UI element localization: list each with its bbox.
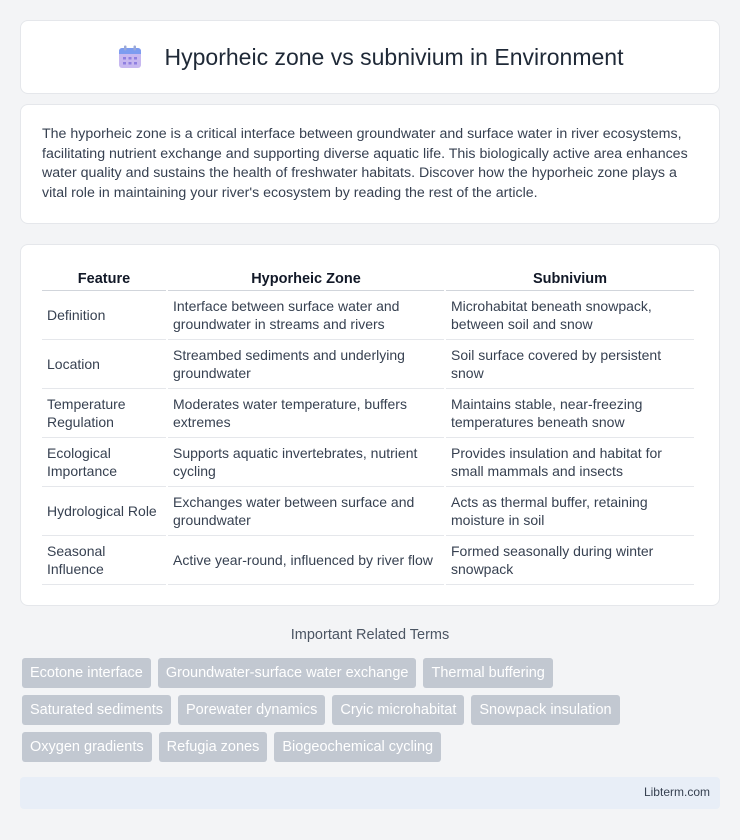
intro-card: [20, 104, 720, 224]
comparison-table: [40, 265, 696, 585]
tag-row: [22, 658, 722, 688]
table-cell: Moderates water temperature, buffers extremes: [168, 389, 444, 438]
table-cell: Formed seasonally during winter snowpack: [446, 536, 694, 585]
table-row: [42, 389, 694, 438]
table-row: [42, 291, 694, 340]
page-title: Hyporheic zone vs subnivium in Environment: [164, 43, 624, 70]
table-cell: Exchanges water between surface and groundwater: [168, 487, 444, 536]
table-cell: Supports aquatic invertebrates, nutrient cycling: [168, 438, 444, 487]
term-tag[interactable]: Ecotone interface: [22, 658, 151, 688]
table-cell: Provides insulation and habitat for small mammals and insects: [446, 438, 694, 487]
table-cell: Microhabitat beneath snowpack, between soil and snow: [446, 291, 694, 340]
table-cell: Active year-round, influenced by river flow: [168, 536, 444, 585]
title-card: [20, 20, 720, 94]
footer: [20, 777, 720, 809]
column-header: Hyporheic Zone: [168, 265, 444, 291]
term-tag[interactable]: Porewater dynamics: [178, 695, 325, 725]
table-cell: Temperature Regulation: [42, 389, 166, 438]
term-tag[interactable]: Saturated sediments: [22, 695, 171, 725]
table-cell: Soil surface covered by persistent snow: [446, 340, 694, 389]
related-terms-list: [22, 658, 722, 769]
term-tag[interactable]: Refugia zones: [159, 732, 268, 762]
table-cell: Seasonal Influence: [42, 536, 166, 585]
term-tag[interactable]: Thermal buffering: [423, 658, 552, 688]
intro-paragraph: The hyporheic zone is a critical interface between groundwater and surface water in river ecosystems, facilitating nutrient exchange and supporting diverse aquatic life. This biologically active area enhances water quality and sustains the health of freshwater habitats. Discover how the hyporheic zone plays a vital role in maintaining your river's ecosystem by reading the rest of the article.: [42, 126, 688, 201]
term-tag[interactable]: Snowpack insulation: [471, 695, 619, 725]
table-cell: Hydrological Role: [42, 487, 166, 536]
table-cell: Location: [42, 340, 166, 389]
footer-site-link[interactable]: Libterm.com: [643, 785, 710, 799]
table-cell: Interface between surface water and groundwater in streams and rivers: [168, 291, 444, 340]
table-row: [42, 340, 694, 389]
column-header: Subnivium: [446, 265, 694, 291]
comparison-table-card: [20, 244, 720, 606]
term-tag[interactable]: Groundwater-surface water exchange: [158, 658, 417, 688]
related-terms-title: Important Related Terms: [290, 627, 450, 643]
table-row: [42, 536, 694, 585]
term-tag[interactable]: Biogeochemical cycling: [274, 732, 441, 762]
table-cell: Streambed sediments and underlying groundwater: [168, 340, 444, 389]
table-cell: Acts as thermal buffer, retaining moisture in soil: [446, 487, 694, 536]
table-row: [42, 438, 694, 487]
tag-row: [22, 695, 722, 725]
table-cell: Ecological Importance: [42, 438, 166, 487]
tag-row: [22, 732, 722, 762]
table-cell: Definition: [42, 291, 166, 340]
table-header-row: [42, 265, 694, 291]
calendar-icon: [117, 44, 143, 70]
table-row: [42, 487, 694, 536]
table-cell: Maintains stable, near-freezing temperatures beneath snow: [446, 389, 694, 438]
term-tag[interactable]: Cryic microhabitat: [332, 695, 464, 725]
term-tag[interactable]: Oxygen gradients: [22, 732, 152, 762]
column-header: Feature: [42, 265, 166, 291]
